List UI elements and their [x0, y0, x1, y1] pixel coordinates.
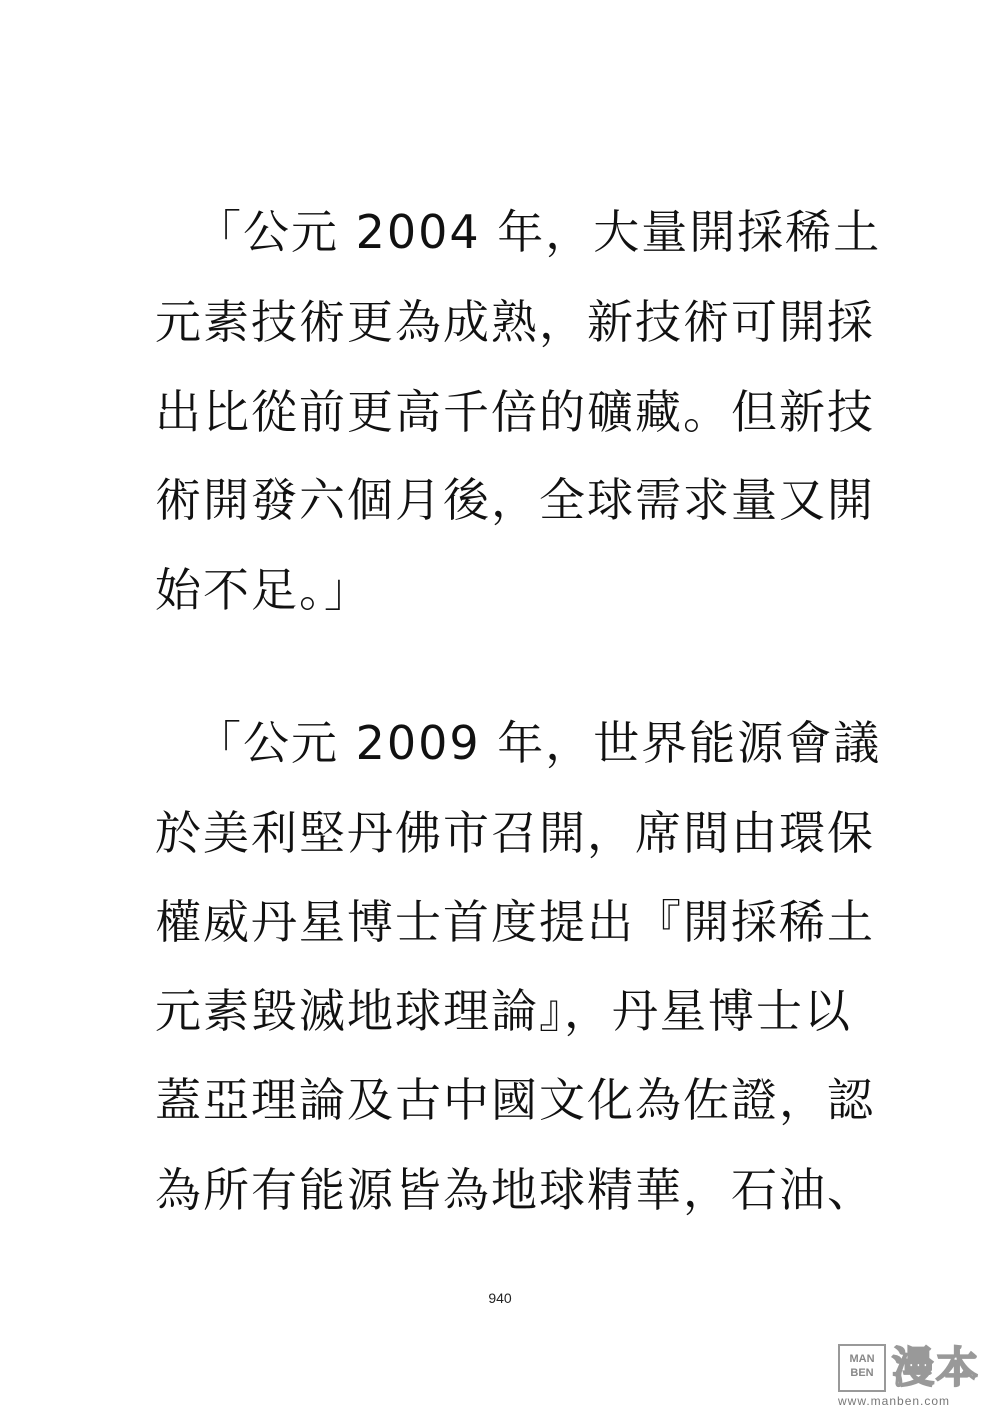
watermark-url: www.manben.com	[838, 1394, 951, 1408]
watermark-logo-bottom: BEN	[850, 1367, 874, 1379]
paragraph-1-line-4: 術開發六個月後，全球需求量又開	[155, 473, 875, 527]
paragraph-1-line-1: 「公元 2004 年，大量開採稀土	[195, 205, 882, 259]
paragraph-2-line-1: 「公元 2009 年，世界能源會議	[195, 716, 882, 770]
paragraph-2-line-4: 元素毀滅地球理論』，丹星博士以	[155, 984, 852, 1038]
watermark-logo	[838, 1344, 886, 1392]
watermark	[838, 1344, 988, 1406]
watermark-name: 漫本	[892, 1343, 981, 1392]
paragraph-1-line-2: 元素技術更為成熟，新技術可開採	[155, 295, 875, 349]
paragraph-1-line-3: 出比從前更高千倍的礦藏。但新技	[155, 385, 875, 439]
page-number: 940	[488, 1290, 512, 1306]
paragraph-2-line-6: 為所有能源皆為地球精華，石油、	[155, 1163, 875, 1217]
paragraph-2-line-3: 權威丹星博士首度提出『開採稀土	[155, 895, 875, 949]
paragraph-2-line-5: 蓋亞理論及古中國文化為佐證，認	[155, 1073, 875, 1127]
paragraph-1-line-5: 始不足。」	[155, 563, 372, 617]
watermark-logo-top: MAN	[849, 1353, 875, 1365]
paragraph-2-line-2: 於美利堅丹佛市召開，席間由環保	[155, 806, 875, 860]
